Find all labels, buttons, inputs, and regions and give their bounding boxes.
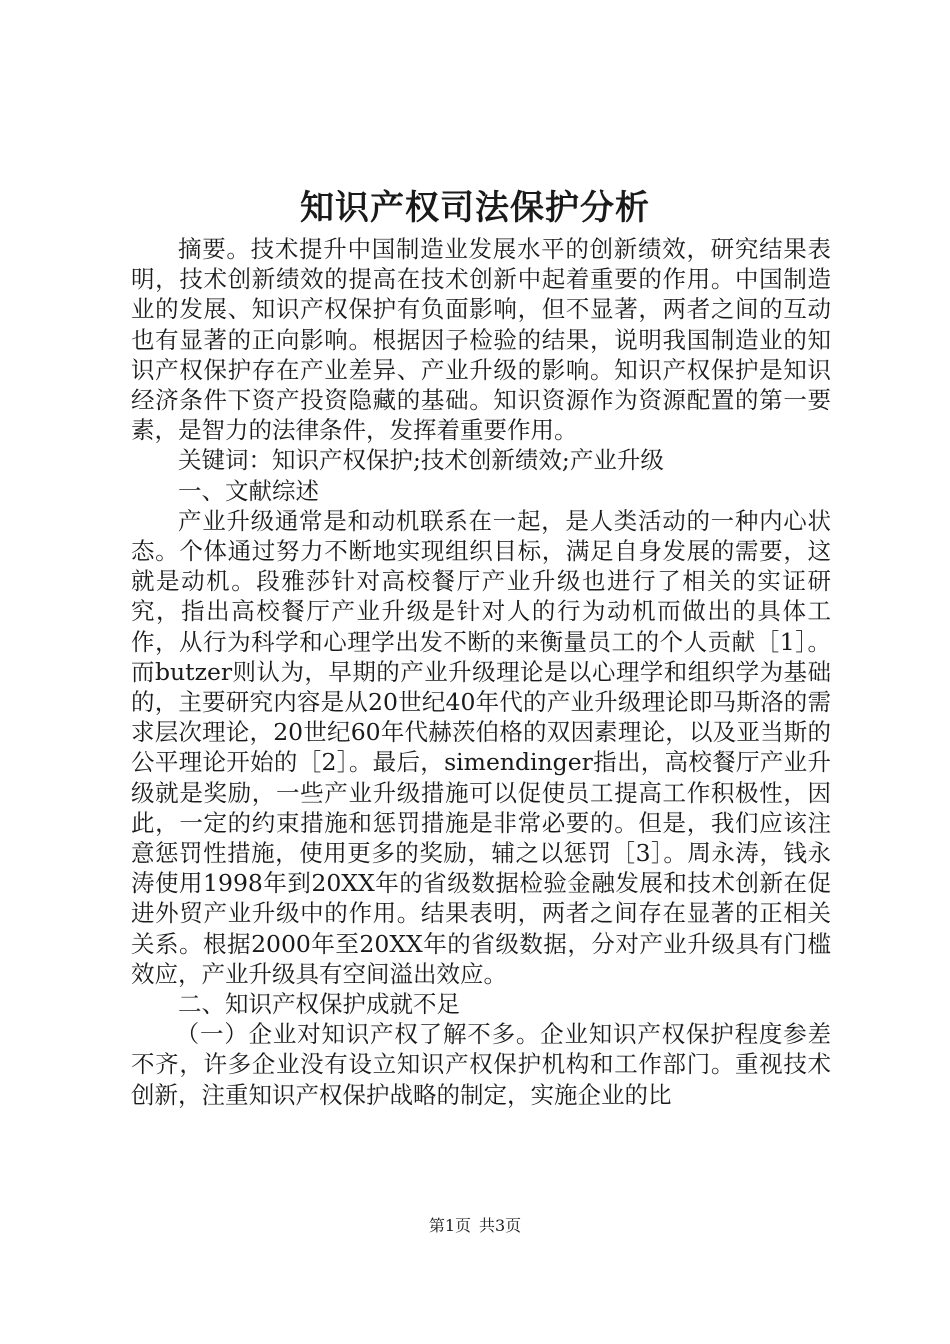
page-number: 第1页 — [428, 1216, 471, 1235]
document-title: 知识产权司法保护分析 — [300, 188, 650, 228]
page-footer — [0, 1215, 950, 1237]
section-heading-1: 一、文献综述 — [178, 476, 319, 505]
document-body — [131, 234, 831, 1110]
keywords-line: 关键词：知识产权保护;技术创新绩效;产业升级 — [178, 446, 664, 475]
subsection-paragraph-1: （一）企业对知识产权了解不多。企业知识产权保护程度参差不齐，许多企业没有设立知识产权保护机构和工作部门。重视技术创新，注重知识产权保护战略的制定，实施企业的比 — [131, 1020, 831, 1109]
section-heading-2: 二、知识产权保护成就不足 — [178, 990, 460, 1019]
literature-review-paragraph: 产业升级通常是和动机联系在一起，是人类活动的一种内心状态。个体通过努力不断地实现组织目标，满足自身发展的需要，这就是动机。段雅莎针对高校餐厅产业升级也进行了相关的实证研究，指出高校餐厅产业升级是针对人的行为动机而做出的具体工作，从行为科学和心理学出发不断的来衡量员工的个人贡献［1］。而butzer则认为，早期的产业升级理论是以心理学和组织学为基础的，主要研究内容是从20世纪40年代的产业升级理论即马斯洛的需求层次理论，20世纪60年代赫茨伯格的双因素理论，以及亚当斯的公平理论开始的［2］。最后，simendinger指出，高校餐厅产业升级就是奖励，一些产业升级措施可以促使员工提高工作积极性，因此，一定的约束措施和惩罚措施是非常必要的。但是，我们应该注意惩罚性措施，使用更多的奖励，辅之以惩罚［3］。周永涛，钱永涛使用1998年到20XX年的省级数据检验金融发展和技术创新在促进外贸产业升级中的作用。结果表明，两者之间存在显著的正相关关系。根据2000年至20XX年的省级数据，分对产业升级具有门槛效应，产业升级具有空间溢出效应。 — [131, 506, 831, 988]
abstract-paragraph: 摘要。技术提升中国制造业发展水平的创新绩效，研究结果表明，技术创新绩效的提高在技术创新中起着重要的作用。中国制造业的发展、知识产权保护有负面影响，但不显著，两者之间的互动也有显著的正向影响。根据因子检验的结果，说明我国制造业的知识产权保护存在产业差异、产业升级的影响。知识产权保护是知识经济条件下资产投资隐藏的基础。知识资源作为资源配置的第一要素，是智力的法律条件，发挥着重要作用。 — [131, 235, 831, 445]
page-total: 共3页 — [479, 1216, 522, 1235]
